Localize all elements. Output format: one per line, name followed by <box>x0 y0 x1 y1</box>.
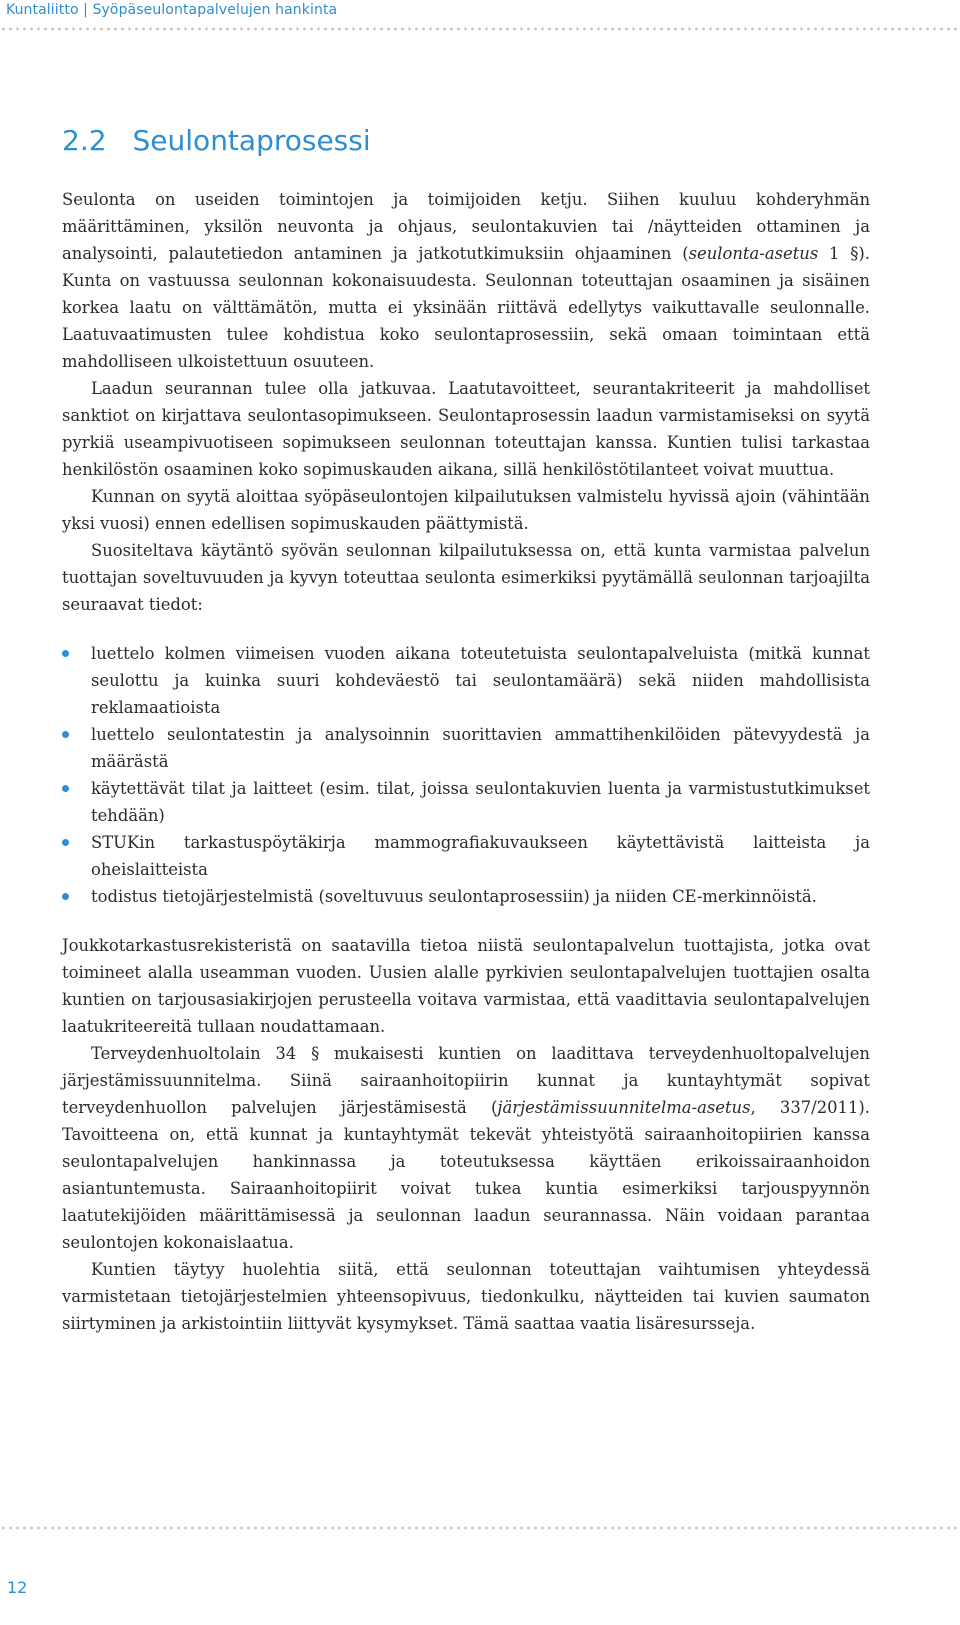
paragraph: Suositeltava käytäntö syövän seulonnan kilpailutuksessa on, että kunta varmistaa palvelun tuottajan soveltuvuuden ja kyvyn toteuttaa seulonta esimerkiksi pyytämällä seulonnan tarjoajilta seuraavat tiedot: <box>62 541 870 614</box>
section-number: 2.2 <box>62 124 107 157</box>
footer-dotted-rule <box>0 1525 960 1531</box>
paragraph: Laadun seurannan tulee olla jatkuvaa. Laatutavoitteet, seurantakriteerit ja mahdolliset sanktiot on kirjattava seulontasopimukseen. Seulontaprosessin laadun varmistamiseksi on syytä pyrkiä useampivuotiseen sopimukseen seulonnan toteuttajan kanssa. Kuntien tulisi tarkastaa henkilöstön osaaminen koko sopimuskauden aikana, sillä henkilöstötilanteet voivat muuttua. <box>62 379 870 479</box>
body-text <box>62 186 870 1337</box>
bullet-icon <box>62 785 69 792</box>
paragraph: Kunnan on syytä aloittaa syöpäseulontojen kilpailutuksen valmistelu hyvissä ajoin (vähintään yksi vuosi) ennen edellisen sopimuskauden päättymistä. <box>62 487 870 533</box>
paragraph: Joukkotarkastusrekisteristä on saatavilla tietoa niistä seulontapalvelun tuottajista, jotka ovat toimineet alalla useamman vuoden. Uusien alalle pyrkivien seulontapalvelujen tuottajien osalta kuntien on tarjousasiakirjojen perusteella voitava varmistaa, että vaadittavia seulontapalvelujen laatukriteereitä tullaan noudattamaan. <box>62 936 870 1036</box>
list-item: luettelo kolmen viimeisen vuoden aikana toteutetuista seulontapalveluista (mitkä kunnat seulottu ja kuinka suuri kohdeväestö tai seulontamäärä) sekä niiden mahdollisista reklamaatioista <box>62 640 870 721</box>
paragraph: Terveydenhuoltolain 34 § mukaisesti kuntien on laadittava terveydenhuoltopalvelujen järjestämissuunnitelma. Siinä sairaanhoitopiirin kunnat ja kuntayhtymät sopivat terveydenhuollon palvelujen järjestämisestä (järjestämissuunnitelma-asetus, 337/2011). Tavoitteena on, että kunnat ja kuntayhtymät tekevät yhteistyötä sairaanhoitopiirien kanssa seulontapalvelujen hankinnassa ja toteutuksessa käyttäen erikoissairaanhoidon asiantuntemusta. Sairaanhoitopiirit voivat tukea kuntia esimerkiksi tarjouspyynnön laatutekijöiden määrittämisessä ja seulonnan laadun seurannassa. Näin voidaan parantaa seulontojen kokonaislaatua. <box>62 1044 871 1252</box>
list-item: käytettävät tilat ja laitteet (esim. tilat, joissa seulontakuvien luenta ja varmistustutkimukset tehdään) <box>62 775 870 829</box>
running-header: Kuntaliitto | Syöpäseulontapalvelujen hankinta <box>6 2 338 18</box>
paragraph: Kuntien täytyy huolehtia siitä, että seulonnan toteuttajan vaihtumisen yhteydessä varmistetaan tietojärjestelmien yhteensopivuus, tiedonkulku, näytteiden tai kuvien saumaton siirtyminen ja arkistointiin liittyvät kysymykset. Tämä saattaa vaatia lisäresursseja. <box>62 1260 870 1333</box>
bullet-icon <box>62 839 69 846</box>
section-title: Seulontaprosessi <box>132 124 371 157</box>
list-item: STUKin tarkastuspöytäkirja mammografiakuvaukseen käytettävistä laitteista ja oheislaitteista <box>62 829 870 883</box>
bullet-icon <box>62 893 69 900</box>
list-item: luettelo seulontatestin ja analysoinnin suorittavien ammattihenkilöiden pätevyydestä ja määrästä <box>62 721 870 775</box>
requirements-list <box>62 640 870 910</box>
page-number: 12 <box>7 1578 28 1597</box>
header-dotted-rule <box>0 26 960 32</box>
paragraph: Seulonta on useiden toimintojen ja toimijoiden ketju. Siihen kuuluu kohderyhmän määrittäminen, yksilön neuvonta ja ohjaus, seulontakuvien tai /näytteiden ottaminen ja analysointi, palautetiedon antaminen ja jatkotutkimuksiin ohjaaminen (seulonta-asetus 1 §). Kunta on vastuussa seulonnan kokonaisuudesta. Seulonnan toteuttajan osaaminen ja sisäinen korkea laatu on välttämätön, mutta ei yksinään riittävä edellytys vaikuttavalle seulonnalle. Laatuvaatimusten tulee kohdistua koko seulontaprosessiin, sekä omaan toimintaan että mahdolliseen ulkoistettuun osuuteen. <box>62 190 870 371</box>
bullet-icon <box>62 650 69 657</box>
section-heading <box>62 124 371 157</box>
bullet-icon <box>62 731 69 738</box>
list-item: todistus tietojärjestelmistä (soveltuvuus seulontaprosessiin) ja niiden CE-merkinnöistä. <box>62 883 870 910</box>
